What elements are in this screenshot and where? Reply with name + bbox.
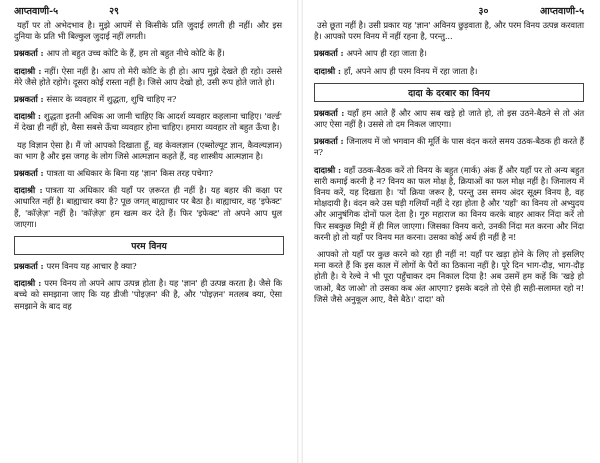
paragraph: प्रश्नकर्ता : परम विनय यह आचार है क्या? <box>14 261 137 272</box>
page-number: २९ <box>109 6 119 17</box>
right-page-header <box>314 4 584 20</box>
paragraph: दादाश्री : हाँ, अपने आप ही परम विनय में रहा जाता है। <box>314 65 478 76</box>
paragraph: प्रश्नकर्ता : आप तो बहुत उच्च कोटि के हैं, हम तो बहुत नीचे कोटि के हैं। <box>14 48 225 59</box>
paragraph: आपको तो यहाँ पर कुछ करने को रहा ही नहीं न! यहाँ पर खड़ा होने के लिए तो इसलिए मना करते हैं कि इस काल में लोगों के पैरों का ठिकाना नहीं है। पूरे दिन भाग-दौड़, भाग-दौड़ होती है। ये रेल्वे ने भी पूरा पहुँचाकर दम निकाल दिया है! अब उसमें हम कहें कि 'खड़े हो जाओ, बैठ जाओ' तो उसका कब अंत आएगा? इसके बदले तो ऐसे ही सही-सलामत रहो न! जिसे जैसे अनुकूल आए, वैसे बैठे।' दादा' को <box>314 249 584 304</box>
running-head: आप्तवाणी-५ <box>14 6 59 17</box>
left-page <box>0 0 292 463</box>
paragraph: प्रश्नकर्ता : जिनालय में जो भगवान की मूर्ति के पास वंदन करते समय उठक-बैठक ही करते हैं न? <box>314 136 584 158</box>
paragraph: प्रश्नकर्ता : यहाँ हम आते हैं और आप सब खड़े हो जाते हो, तो इस उठने-बैठने से तो अंत आए ऐसा नहीं है। उससे तो दम निकल जाएगा। <box>314 107 585 130</box>
section-heading: परम विनय <box>14 236 284 255</box>
running-head: आप्तवाणी-५ <box>540 6 585 17</box>
paragraph: उसे छूता नहीं है। उसी प्रकार यह 'ज्ञान' अविनय छुड़वाता है, और परम विनय उत्पन्न करवाता है। आपको परम विनय में नहीं रहना है, परन्तु... <box>314 20 584 42</box>
section-heading: दादा के दरबार का विनय <box>314 83 584 102</box>
book-gutter <box>297 0 303 463</box>
paragraph: प्रश्नकर्ता : पात्रता या अधिकार के बिना यह 'ज्ञान' किस तरह पचेगा? <box>14 168 213 179</box>
paragraph: यहाँ पर तो अभेदभाव है। मुझे आपमें से किसीके प्रति जुदाई लगती ही नहीं। और इस दुनिया के प्रति भी बिल्कुल जुदाई नहीं लगती। <box>14 20 282 42</box>
page-number: ३० <box>478 6 489 17</box>
paragraph: दादाश्री : पात्रता या अधिकार की यहाँ पर ज़रूरत ही नहीं है। यह बहार की कक्षा पर आधारित नहीं है। बाह्याचार क्या है? पूछ जगत् बाह्याचार पर बैठा है। बाह्याचार, वह 'इफेक्ट' हैं, 'कॉज़ेज़' नहीं है। 'कॉज़ेज़' हम खत्म कर देते हैं। फिर 'इफेक्ट' तो अपने आप धुल जाएगा। <box>14 185 282 229</box>
paragraph: दादाश्री : शुद्धता इतनी अधिक आ जानी चाहिए कि आदर्श व्यवहार कहलाना चाहिए। 'वर्ल्ड' में देखा ही नहीं हो, वैसा सबसे ऊँचा व्यवहार होना चाहिए। हमारा व्यवहार तो बहुत ऊँचा है। <box>14 111 283 133</box>
paragraph: दादाश्री : परम विनय तो अपने आप उत्पन्न होता है। यह 'ज्ञान' ही उत्पन्न करता है। जैसे कि बच्चे को समझाना जाए कि यह डीजी 'पोइज़न' की है, और 'पोइज़न' मतलब क्या, ऐसा समझाने के बाद वह <box>14 278 282 311</box>
paragraph: यह विज्ञान ऐसा है। मैं जो आपको दिखाता हूँ, वह केवलज्ञान (एब्सोल्यूट ज्ञान, कैवल्यज्ञान) का भाग है और इस जगह के लोग जिसे आत्मज्ञान कहते हैं, वह शास्त्रीय आत्मज्ञान है। <box>14 139 282 161</box>
paragraph: प्रश्नकर्ता : संसार के व्यवहार में शुद्धता, शुचि चाहिए न? <box>14 94 177 105</box>
paragraph: दादाश्री : वहाँ उठक-बैठक करें तो विनय के बहुत (मार्क) अंक हैं और यहाँ पर तो अन्य बहुत सारी कमाई करनी है न? विनय का फल मोक्ष है, क्रियाओं का फल मोक्ष नहीं है। जिनालय में विनय करें, यह दिखता है। 'यों क्रिया जरूर है, परन्तु उस समय अंदर सूक्ष्म विनय है, वह मोक्षदायी है। वंदन करे उस घड़ी गलियाँ नहीं दे रहा होता है और 'यहाँ' का विनय तो अभ्युदय और आनुषंगिक दोनों फल देता है। गुरु महाराज का विनय करके बाहर आकर निंदा करें तो फिर सबकुछ मिट्टी में ही मिल जाएगा। जिसका विनय करो, उनकी निंदा मत करना और निंदा करनी हो तो यहाँ पर विनय मत करना। उसका कोई अर्थ ही नहीं है न! <box>314 164 584 242</box>
paragraph: प्रश्नकर्ता : अपने आप ही रहा जाता है। <box>314 48 427 59</box>
paragraph: दादाश्री : नहीं। ऐसा नहीं है। आप तो मेरी कोटि के ही हो। आप मुझे देखते ही रहो। उससे मेरे जैसे होते रहोगे। दूसरा कोई रास्ता नहीं है। जिसे आप देखो हो, उसी रूप होते जाते हो। <box>14 65 282 87</box>
left-page-header <box>14 4 282 20</box>
right-page <box>306 0 598 463</box>
